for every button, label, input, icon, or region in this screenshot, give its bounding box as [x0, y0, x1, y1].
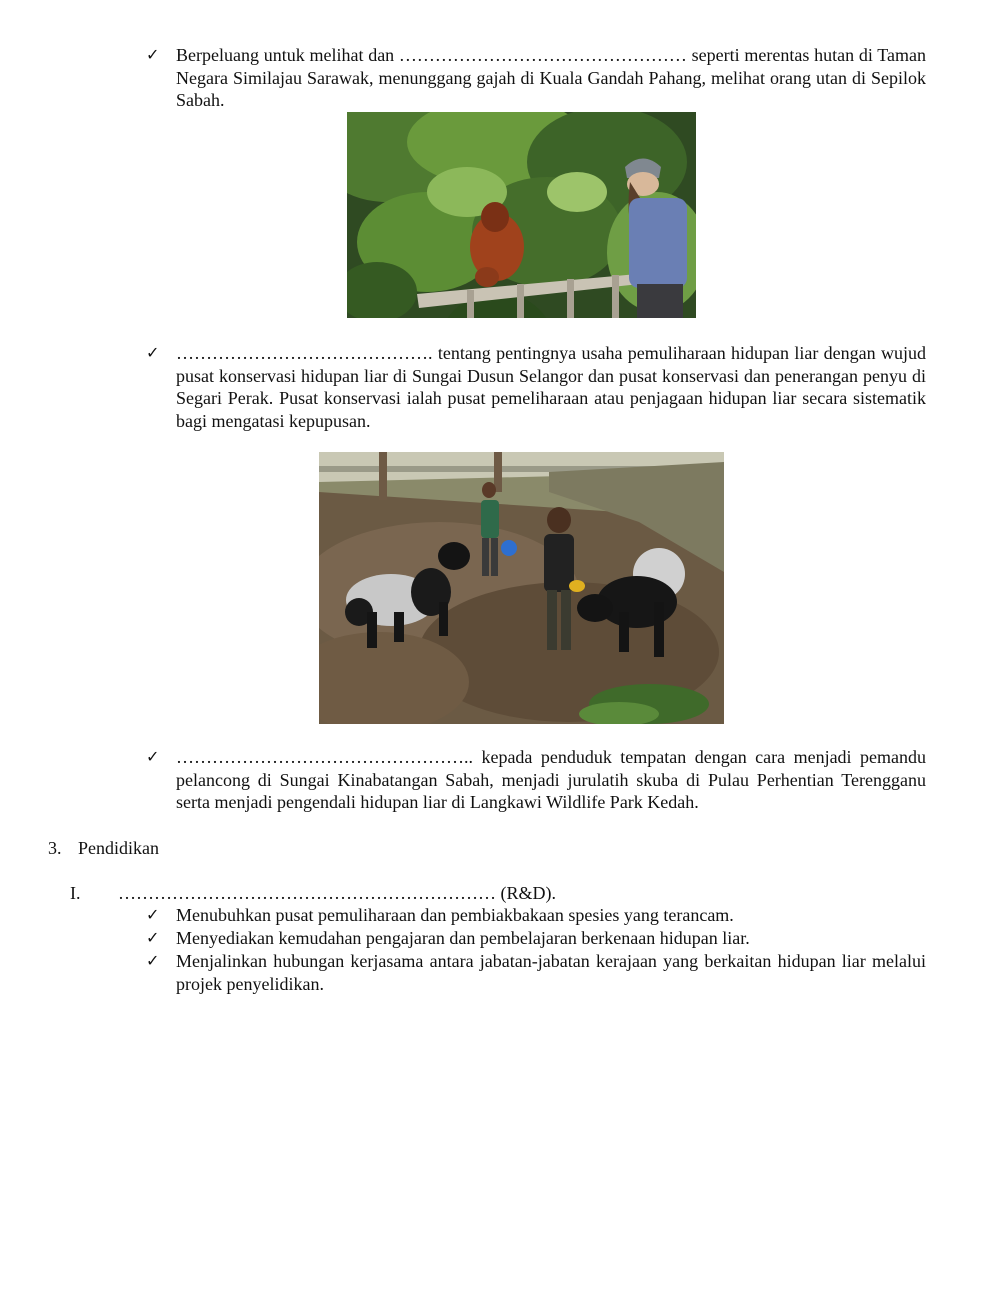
subsection-text: ……………………………………………………… (R&D).	[118, 883, 556, 903]
orangutan-photo	[347, 112, 696, 318]
sub-bullet-text: Menyediakan kemudahan pengajaran dan pembelajaran berkenaan hidupan liar.	[176, 928, 750, 948]
tapir-photo	[319, 452, 724, 724]
check-icon: ✓	[146, 343, 160, 362]
sub-bullet-item	[146, 950, 926, 995]
check-icon: ✓	[146, 951, 160, 970]
bullet-item	[146, 342, 926, 432]
section-title: Pendidikan	[78, 838, 159, 858]
section-heading	[48, 837, 159, 859]
check-icon: ✓	[146, 45, 160, 64]
sub-bullet-item	[146, 904, 926, 927]
sub-bullet-text: Menubuhkan pusat pemuliharaan dan pembiakbakaan spesies yang terancam.	[176, 905, 734, 925]
subsection-line	[70, 882, 556, 904]
check-icon: ✓	[146, 928, 160, 947]
section-number: 3.	[48, 838, 62, 858]
bullet-text: Berpeluang untuk melihat dan ………………………………………… seperti merentas hutan di Taman Negara Similajau Sarawak, menunggang gajah di Kuala Gandah Pahang, melihat orang utan di Sepilok Sabah.	[176, 45, 926, 110]
bullet-item	[146, 746, 926, 814]
bullet-text: ………………………………………….. kepada penduduk tempatan dengan cara menjadi pemandu pelancong di Sungai Kinabatangan Sabah, menjadi jurulatih skuba di Pulau Perhentian Terengganu serta menjadi pengendali hidupan liar di Langkawi Wildlife Park Kedah.	[176, 747, 926, 812]
bullet-text: ……………………………………. tentang pentingnya usaha pemuliharaan hidupan liar dengan wujud pusat konservasi hidupan liar di Sungai Dusun Selangor dan pusat konservasi dan penerangan penyu di Segari Perak. Pusat konservasi ialah pusat pemeliharaan atau penjagaan hidupan liar secara sistematik bagi mengatasi kepupusan.	[176, 343, 926, 431]
bullet-item	[146, 44, 926, 112]
sub-bullet-text: Menjalinkan hubungan kerjasama antara jabatan-jabatan kerajaan yang berkaitan hidupan liar melalui projek penyelidikan.	[176, 951, 926, 994]
subsection-numeral: I.	[70, 883, 81, 903]
check-icon: ✓	[146, 905, 160, 924]
check-icon: ✓	[146, 747, 160, 766]
sub-bullet-item	[146, 927, 926, 950]
